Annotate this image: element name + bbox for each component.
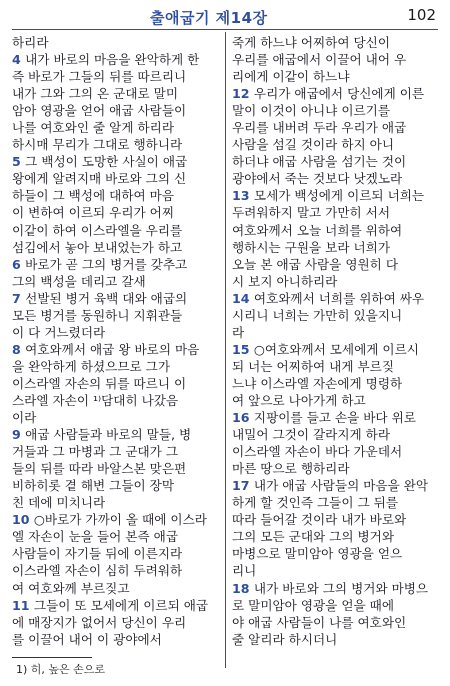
text-line: 6 바로가 곧 그의 병거를 갖추고	[12, 256, 188, 272]
text-line: 로 말미암아 영광을 얻을 때에	[232, 597, 394, 613]
text-line: 야 애굽 사람들이 나를 여호와인	[232, 614, 407, 630]
text-line: 그의 백성을 데리고 갈새	[12, 273, 146, 289]
chapter-title: 출애굽기 제14장	[150, 9, 268, 27]
text-line: 하더냐 애굽 사람을 섬기는 것이	[232, 154, 407, 170]
text-line: 왕에게 알려지매 바로와 그의 신	[12, 171, 187, 187]
text-line: 을 완악하게 하셨으므로 그가	[12, 358, 170, 374]
text-line: 10 ○바로가 가까이 올 때에 이스라	[12, 512, 207, 528]
text-line: 7 선발된 병거 육백 대와 애굽의	[12, 290, 188, 306]
text-line: 줄 알리라 하시더니	[232, 631, 338, 647]
text-line: 행하시는 구원을 보라 너희가	[232, 239, 390, 255]
verse-number: 6	[12, 256, 26, 272]
text-line: 시리니 너희는 가만히 있을지니	[232, 307, 403, 323]
verse-number: 13	[232, 188, 254, 204]
text-line: 하들이 그 백성에 대하여 마음	[12, 188, 174, 204]
footnote: 1) 히, 높은 손으로	[16, 663, 106, 676]
text-line: 우리를 애굽에서 이끌어 내어 우	[232, 52, 407, 68]
header-rule	[12, 29, 438, 30]
text-line: 말이 이것이 아니냐 이르기를	[232, 103, 390, 119]
text-line: 사람들이 자기들 뒤에 이른지라	[12, 546, 183, 562]
text-line: 14 여호와께서 너희를 위하여 싸우	[232, 290, 425, 306]
text-line: 12 우리가 애굽에서 당신에게 이른	[232, 86, 425, 102]
text-line: 8 여호와께서 애굽 왕 바로의 마음	[12, 341, 200, 357]
text-line: 이스라엘 자손이 심히 두려워하	[12, 563, 183, 579]
text-line: 느냐 이스라엘 자손에게 명령하	[232, 375, 403, 391]
text-line: 들의 뒤를 따라 바알스본 맞은편	[12, 461, 187, 477]
verse-number: 17	[232, 478, 254, 494]
page-number: 102	[407, 6, 436, 24]
text-line: 이스라엘 자손이 바다 가운데서	[232, 444, 403, 460]
verse-number: 5	[12, 154, 26, 170]
text-line: 15 ○여호와께서 모세에게 이르시	[232, 341, 419, 357]
verse-number: 7	[12, 290, 26, 306]
text-line: 하시매 무리가 그대로 행하니라	[12, 137, 183, 153]
verse-number: 14	[232, 290, 254, 306]
text-line: 내가 그와 그의 온 군대로 말미	[12, 86, 179, 102]
text-line: 광야에서 죽는 것보다 낫겠노라	[232, 171, 403, 187]
text-line: 여호와께서 오늘 너희를 위하여	[232, 222, 403, 238]
verse-number: 8	[12, 341, 26, 357]
text-line: 비하히롯 곁 해변 그들이 장막	[12, 478, 174, 494]
footnote-rule	[12, 657, 92, 658]
text-line: 엘 자손이 눈을 들어 본즉 애굽	[12, 529, 179, 545]
text-line: 16 지팡이를 들고 손을 바다 위로	[232, 410, 416, 426]
text-line: 이같이 하여 이스라엘을 우리를	[12, 222, 183, 238]
text-line: 거들과 그 마병과 그 군대가 그	[12, 444, 179, 460]
text-line: 따라 들어갈 것이라 내가 바로와	[232, 512, 407, 528]
text-line: 스라엘 자손이 ¹⁾담대히 나갔음	[12, 392, 179, 408]
text-line: 여 앞으로 나아가게 하고	[232, 392, 366, 408]
text-line: 나를 여호와인 줄 알게 하리라	[12, 120, 174, 136]
text-line: 리에게 이같이 하느냐	[232, 69, 350, 85]
verse-number: 11	[12, 597, 34, 613]
verse-number: 15	[232, 341, 254, 357]
text-line: 마른 땅으로 행하리라	[232, 461, 350, 477]
text-line: 오늘 본 애굽 사람을 영원히 다	[232, 256, 399, 272]
verse-number: 18	[232, 580, 254, 596]
text-line: 모든 병거를 동원하니 지휘관들	[12, 307, 183, 323]
verse-number: 16	[232, 410, 254, 426]
text-line: 4 내가 바로의 마음을 완악하게 한	[12, 52, 200, 68]
text-line: 이스라엘 자손의 뒤를 따르니 이	[12, 375, 187, 391]
text-line: 두려워하지 말고 가만히 서서	[232, 205, 390, 221]
verse-number: 12	[232, 86, 254, 102]
text-line: 여 여호와께 부르짖고	[12, 580, 130, 596]
text-line: 내밀어 그것이 갈라지게 하라	[232, 427, 390, 443]
text-line: 이 변하여 이르되 우리가 어찌	[12, 205, 174, 221]
text-line: 11 그들이 또 모세에게 이르되 애굽	[12, 597, 209, 613]
right-column	[232, 34, 448, 648]
text-line: 우리를 내버려 두라 우리가 애굽	[232, 120, 407, 136]
text-line: 9 애굽 사람들과 바로의 말들, 병	[12, 427, 192, 443]
left-column	[12, 34, 228, 648]
page-header	[0, 0, 450, 30]
text-line: 를 이끌어 내어 이 광야에서	[12, 631, 162, 647]
text-line: 18 내가 바로와 그의 병거와 마병으	[232, 580, 429, 596]
text-line: 죽게 하느냐 어찌하여 당신이	[232, 35, 390, 50]
text-line: 이라	[12, 410, 37, 426]
text-line: 하게 할 것인즉 그들이 그 뒤를	[232, 495, 399, 511]
text-line: 에 매장지가 없어서 당신이 우리	[12, 614, 187, 630]
text-line: 17 내가 애굽 사람들의 마음을 완악	[232, 478, 429, 494]
text-line: 5 그 백성이 도망한 사실이 애굽	[12, 154, 188, 170]
text-line: 되 너는 어찌하여 내게 부르짖	[232, 358, 394, 374]
text-line: 마병으로 말미암아 영광을 얻으	[232, 546, 403, 562]
text-line: 13 모세가 백성에게 이르되 너희는	[232, 188, 425, 204]
text-line: 섬김에서 놓아 보내었는가 하고	[12, 239, 183, 255]
text-line: 하리라	[12, 35, 49, 50]
text-line: 시 보지 아니하리라	[232, 273, 338, 289]
text-line: 즉 바로가 그들의 뒤를 따르리니	[12, 69, 187, 85]
text-line: 리니	[232, 563, 257, 579]
verse-number: 9	[12, 427, 26, 443]
text-line: 사람을 섬길 것이라 하지 아니	[232, 137, 394, 153]
verse-number: 10	[12, 512, 34, 528]
verse-number: 4	[12, 52, 26, 68]
text-line: 그의 모든 군대와 그의 병거와	[232, 529, 394, 545]
text-line: 암아 영광을 얻어 애굽 사람들이	[12, 103, 187, 119]
text-line: 이 다 거느렸더라	[12, 324, 106, 340]
text-line: 친 데에 미치니라	[12, 495, 106, 511]
text-line: 라	[232, 324, 245, 340]
